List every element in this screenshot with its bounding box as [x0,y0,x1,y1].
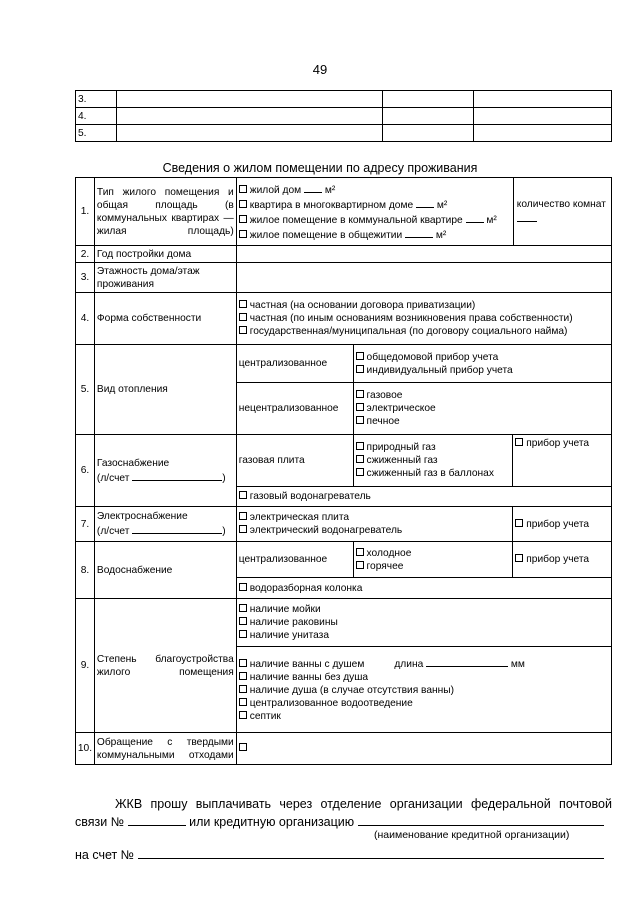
checkbox-empty-icon[interactable] [239,300,247,308]
continuation-table [75,90,612,142]
row-label: Форма собственности [94,293,236,345]
option-sink[interactable]: наличие мойки [239,603,609,616]
option-house[interactable]: жилой дом м² [239,182,511,197]
housing-type-options [237,178,514,245]
footer-line-1: ЖКВ прошу выплачивать через отделение организации федеральной почтовой [115,797,612,811]
table-row [76,542,612,578]
checkbox-empty-icon[interactable] [239,583,247,591]
table-row [76,125,612,142]
checkbox-empty-icon[interactable] [356,416,364,424]
option-dormitory[interactable]: жилое помещение в общежитии м² [239,227,511,242]
checkbox-empty-icon[interactable] [356,365,364,373]
gas-stove-label: газовая плита [236,435,353,487]
checkbox-empty-icon[interactable] [356,352,364,360]
page-number: 49 [312,62,328,77]
checkbox-empty-icon[interactable] [239,326,247,334]
gas-meter-option[interactable]: прибор учета [513,435,612,487]
row-number: 2. [76,246,95,263]
checkbox-empty-icon[interactable] [239,659,247,667]
row-label: Год постройки дома [94,246,236,263]
checkbox-empty-icon[interactable] [356,403,364,411]
water-column-option[interactable]: водоразборная колонка [236,578,611,599]
option-cold-water[interactable]: холодное [356,547,511,560]
gas-account-field[interactable] [132,470,222,481]
option-bath-with-shower[interactable]: наличие ванны с душем длина мм [239,656,609,671]
electricity-account-field[interactable] [132,523,222,534]
checkbox-empty-icon[interactable] [239,711,247,719]
row-number: 6. [76,435,95,507]
option-private-other[interactable]: частная (по иным основаниям возникновения права собственности) [239,312,609,325]
section-title: Сведения о жилом помещении по адресу проживания [162,161,478,175]
row-label: Вид отопления [94,345,236,435]
checkbox-empty-icon[interactable] [239,200,247,208]
option-gas-heating[interactable]: газовое [356,389,609,402]
option-washbasin[interactable]: наличие раковины [239,616,609,629]
option-building-meter[interactable]: общедомовой прибор учета [356,351,609,364]
table-row [76,91,612,108]
heating-noncentral-options [353,383,611,435]
checkbox-empty-icon[interactable] [239,698,247,706]
checkbox-empty-icon[interactable] [239,185,247,193]
table-row [76,246,612,263]
cell[interactable] [116,108,382,125]
checkbox-empty-icon[interactable] [356,390,364,398]
row-number: 5. [76,125,117,142]
electricity-options [236,507,513,542]
row-label: Степень благоустройства жилого помещения [94,599,236,733]
credit-organization-field[interactable] [358,813,604,826]
option-electric-water-heater[interactable]: электрический водонагреватель [239,524,511,537]
row-number: 4. [76,293,95,345]
row-label: Газоснабжение (л/счет ) [94,435,236,507]
heating-central-options [353,345,611,383]
row-number: 4. [76,108,117,125]
option-individual-meter[interactable]: индивидуальный прибор учета [356,364,609,377]
table-row [76,507,612,542]
footer-line-2: связи № или кредитную организацию [75,813,604,829]
row-label: Этажность дома/этаж проживания [94,263,236,293]
heating-noncentral-label: нецентрализованное [236,383,353,435]
electricity-meter-option[interactable]: прибор учета [513,507,612,542]
row-number: 7. [76,507,95,542]
footer-line-3: на счет № [75,846,604,862]
table-row [76,108,612,125]
checkbox-empty-icon[interactable] [239,743,247,751]
cell[interactable] [474,91,612,108]
option-shower-only[interactable]: наличие душа (в случае отсутствия ванны) [239,684,609,697]
checkbox-empty-icon[interactable] [356,455,364,463]
build-year-field[interactable] [236,246,611,263]
checkbox-empty-icon[interactable] [515,554,523,562]
option-natural-gas[interactable]: природный газ [356,441,511,454]
table-row [76,263,612,293]
option-apartment[interactable]: квартира в многоквартирном доме м² [239,197,511,212]
checkbox-empty-icon[interactable] [239,617,247,625]
checkbox-empty-icon[interactable] [239,215,247,223]
option-communal[interactable]: жилое помещение в коммунальной квартире м² [239,212,511,227]
checkbox-empty-icon[interactable] [239,672,247,680]
rooms-count[interactable]: количество комнат [513,178,611,245]
checkbox-empty-icon[interactable] [356,561,364,569]
credit-organization-caption: (наименование кредитной организации) [374,829,570,841]
option-toilet[interactable]: наличие унитаза [239,629,609,642]
option-electric-stove[interactable]: электрическая плита [239,511,511,524]
row-label: Водоснабжение [94,542,236,599]
floors-field[interactable] [236,263,611,293]
checkbox-empty-icon[interactable] [239,230,247,238]
checkbox-empty-icon[interactable] [239,604,247,612]
cell[interactable] [383,91,474,108]
table-row [76,733,612,765]
option-bath-no-shower[interactable]: наличие ванны без душа [239,671,609,684]
housing-info-table [75,177,612,765]
gas-heater-option[interactable]: газовый водонагреватель [236,487,611,507]
heating-central-label: централизованное [236,345,353,383]
row-number: 1. [76,178,95,246]
account-number-field[interactable] [138,846,604,859]
cell[interactable] [383,125,474,142]
checkbox-empty-icon[interactable] [356,442,364,450]
option-electric-heating[interactable]: электрическое [356,402,609,415]
row-label: Обращение с твердыми коммунальными отходами [94,733,236,765]
option-state[interactable]: государственная/муниципальная (по договору социального найма) [239,325,609,338]
checkbox-empty-icon[interactable] [356,468,364,476]
checkbox-empty-icon[interactable] [239,685,247,693]
option-septic[interactable]: септик [239,710,609,723]
table-row [76,293,612,345]
row-number: 8. [76,542,95,599]
water-meter-option[interactable]: прибор учета [513,542,612,578]
row-number: 3. [76,91,117,108]
row-number: 5. [76,345,95,435]
cell[interactable] [474,125,612,142]
amenities-group-2 [236,647,611,733]
cell[interactable] [474,108,612,125]
checkbox-empty-icon[interactable] [239,491,247,499]
checkbox-empty-icon[interactable] [239,630,247,638]
checkbox-empty-icon[interactable] [515,438,523,446]
checkbox-empty-icon[interactable] [239,313,247,321]
table-row [76,178,612,246]
checkbox-empty-icon[interactable] [239,525,247,533]
checkbox-empty-icon[interactable] [356,548,364,556]
cell[interactable] [383,108,474,125]
amenities-group-1 [236,599,611,647]
housing-type-cell [236,178,611,246]
row-label: Электроснабжение (л/счет ) [94,507,236,542]
row-number: 10. [76,733,95,765]
option-hot-water[interactable]: горячее [356,560,511,573]
gas-type-options [353,435,513,487]
bath-length-field[interactable] [426,656,508,667]
row-label: Тип жилого помещения и общая площадь (в коммунальных квартирах — жилая площадь) [94,178,236,246]
row-number: 3. [76,263,95,293]
cell[interactable] [116,125,382,142]
ownership-options [236,293,611,345]
checkbox-empty-icon[interactable] [239,512,247,520]
checkbox-empty-icon[interactable] [515,519,523,527]
waste-option[interactable] [236,733,611,765]
row-number: 9. [76,599,95,733]
table-row [76,345,612,383]
post-office-number-field[interactable] [128,813,186,826]
option-central-sewage[interactable]: централизованное водоотведение [239,697,609,710]
table-row [76,599,612,647]
option-liquefied-gas[interactable]: сжиженный газ [356,454,511,467]
water-options [353,542,513,578]
option-privatization[interactable]: частная (на основании договора приватизации) [239,299,609,312]
option-bottled-gas[interactable]: сжиженный газ в баллонах [356,467,511,480]
table-row [76,435,612,487]
water-central-label: централизованное [236,542,353,578]
cell[interactable] [116,91,382,108]
option-stove-heating[interactable]: печное [356,415,609,428]
